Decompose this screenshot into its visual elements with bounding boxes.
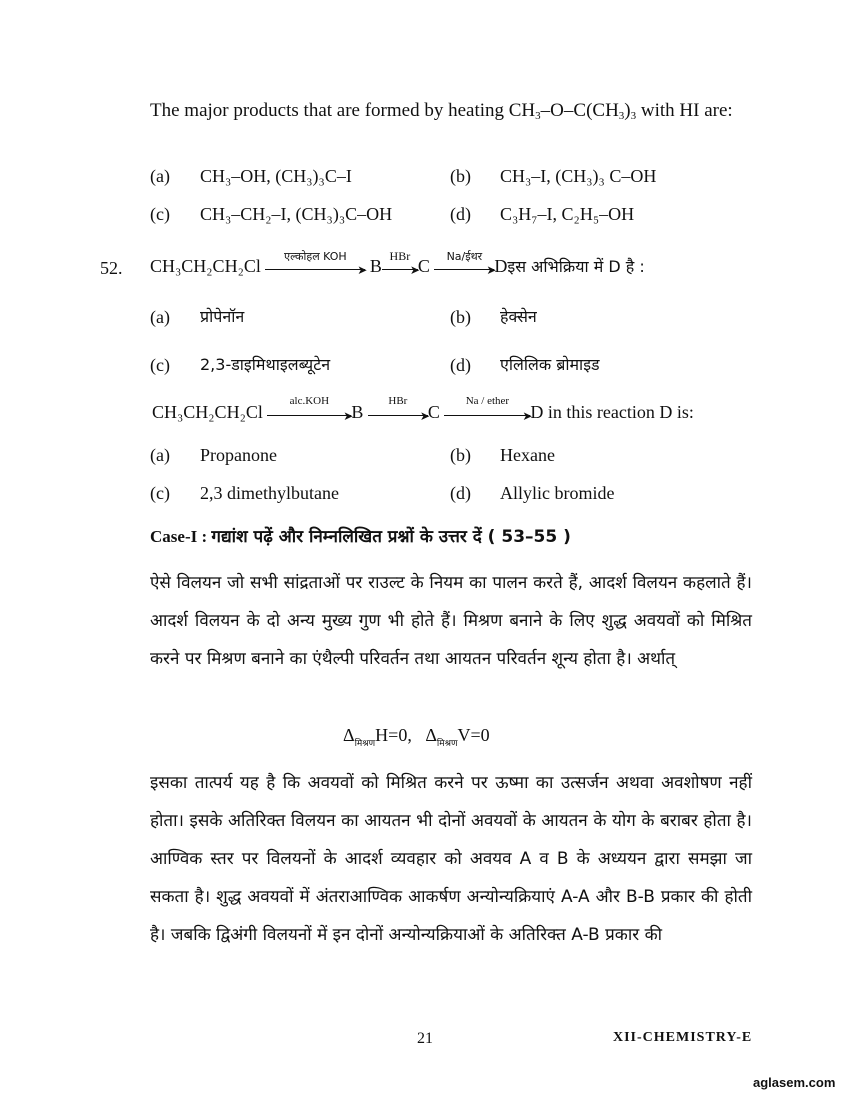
q52-en-option-c-text: 2,3 dimethylbutane (200, 483, 339, 503)
brand-watermark: aglasem.com (753, 1075, 836, 1090)
q52-hi-option-c-label: (c) (150, 355, 170, 375)
q52-hi-option-b-text: हेक्सेन (500, 307, 537, 326)
q52-english-question: in this reaction D is: (547, 402, 694, 422)
q51-option-c-label: (c) (150, 204, 170, 224)
question-number-52: 52. (100, 258, 123, 278)
q51-option-b-label: (b) (450, 166, 471, 186)
q52-hi-option-a-label: (a) (150, 307, 170, 327)
reaction-arrow: Na / ether ➤ (444, 411, 530, 416)
q52-hi-option-d-label: (d) (450, 355, 471, 375)
q52-en-option-b-text: Hexane (500, 445, 555, 465)
q52-hi-option-c-text: 2,3-डाइमिथाइलब्यूटेन (200, 355, 331, 374)
reaction-arrow: HBr ➤ (368, 411, 428, 416)
q52-en-option-a-label: (a) (150, 445, 170, 465)
q52-en-option-b-label: (b) (450, 445, 471, 465)
q52-hi-option-a-text: प्रोपेनॉन (200, 307, 245, 326)
q52-en-option-c-label: (c) (150, 483, 170, 503)
paper-code: XII-CHEMISTRY-E (613, 1030, 753, 1045)
page-number: 21 (417, 1030, 433, 1047)
q52-hi-option-d-text: एलिलिक ब्रोमाइड (500, 355, 600, 374)
q51-option-a-text: CH₃–OH, (CH₃)₃C–I (200, 166, 352, 186)
reactant: CH₃CH₂CH₂Cl (150, 256, 261, 276)
q52-english-reaction: CH₃CH₂CH₂Cl alc.KOH ➤ B HBr ➤ C Na / ether ➤ D in this reaction D is: (152, 395, 694, 424)
reactant: CH₃CH₂CH₂Cl (152, 402, 263, 422)
q52-hindi-question: इस अभिक्रिया में D है : (507, 257, 645, 276)
case-paragraph-1: ऐसे विलयन जो सभी सांद्रताओं पर राउल्ट के नियम का पालन करते हैं, आदर्श विलयन कहलाते हैं। आदर्श विलयन के दो अन्य मुख्य गुण भी होते हैं। मिश्रण बनाने के लिए शुद्ध अवयवों को मिश्रित करने पर मिश्रण बनाने का एंथैल्पी परिवर्तन तथा आयतन परिवर्तन शून्य होता है। अर्थात् (150, 573, 752, 669)
q51-option-d-text: C₃H₇–I, C₂H₅–OH (500, 204, 635, 224)
reaction-arrow: alc.KOH ➤ (267, 411, 351, 416)
reaction-arrow: HBr ➤ (382, 265, 418, 270)
reaction-arrow: Na/ईथर ➤ (434, 265, 494, 270)
q51-option-c-text: CH₃–CH₂–I, (CH₃)₃C–OH (200, 204, 393, 224)
q52-en-option-a-text: Propanone (200, 445, 277, 465)
q51-option-a-label: (a) (150, 166, 170, 186)
q52-hi-option-b-label: (b) (450, 307, 471, 327)
reaction-arrow: एल्कोहल KOH ➤ (265, 265, 365, 270)
q52-en-option-d-label: (d) (450, 483, 471, 503)
question-51-text: The major products that are formed by heating $CH_3-O-C(CH_3)_3$ with HI are: (150, 100, 733, 122)
q51-option-b-text: CH₃–I, (CH₃)₃ C–OH (500, 166, 657, 186)
ideal-solution-equation: $\Delta_{मिश्रण}H=0$, $\Delta_{मिश्रण}V=0$ (343, 725, 490, 749)
q52-en-option-d-text: Allylic bromide (500, 483, 615, 503)
case-paragraph-2: इसका तात्पर्य यह है कि अवयवों को मिश्रित करने पर ऊष्मा का उत्सर्जन अथवा अवशोषण नहीं होता। इसके अतिरिक्त विलयन का आयतन भी दोनों अवयवों के आयतन के योग के बराबर होता है। आण्विक स्तर पर विलयनों के आदर्श व्यवहार को अवयव A व B के अध्ययन द्वारा समझा जा सकता है। शुद्ध अवयवों में अंतराआण्विक आकर्षण अन्योन्यक्रियाएं A-A और B-B प्रकार की होती है। जबकि द्विअंगी विलयनों में इन दोनों अन्योन्यक्रियाओं के अतिरिक्त A-B प्रकार की (150, 773, 752, 945)
case-title: Case-I : गद्यांश पढ़ें और निम्नलिखित प्रश्नों के उत्तर दें ( 53–55 ) (150, 527, 571, 547)
q52-hindi-reaction: CH₃CH₂CH₂Cl एल्कोहल KOH ➤ B HBr ➤ C Na/ईथर ➤ Dइस अभिक्रिया में D है : (150, 249, 645, 278)
q51-option-d-label: (d) (450, 204, 471, 224)
